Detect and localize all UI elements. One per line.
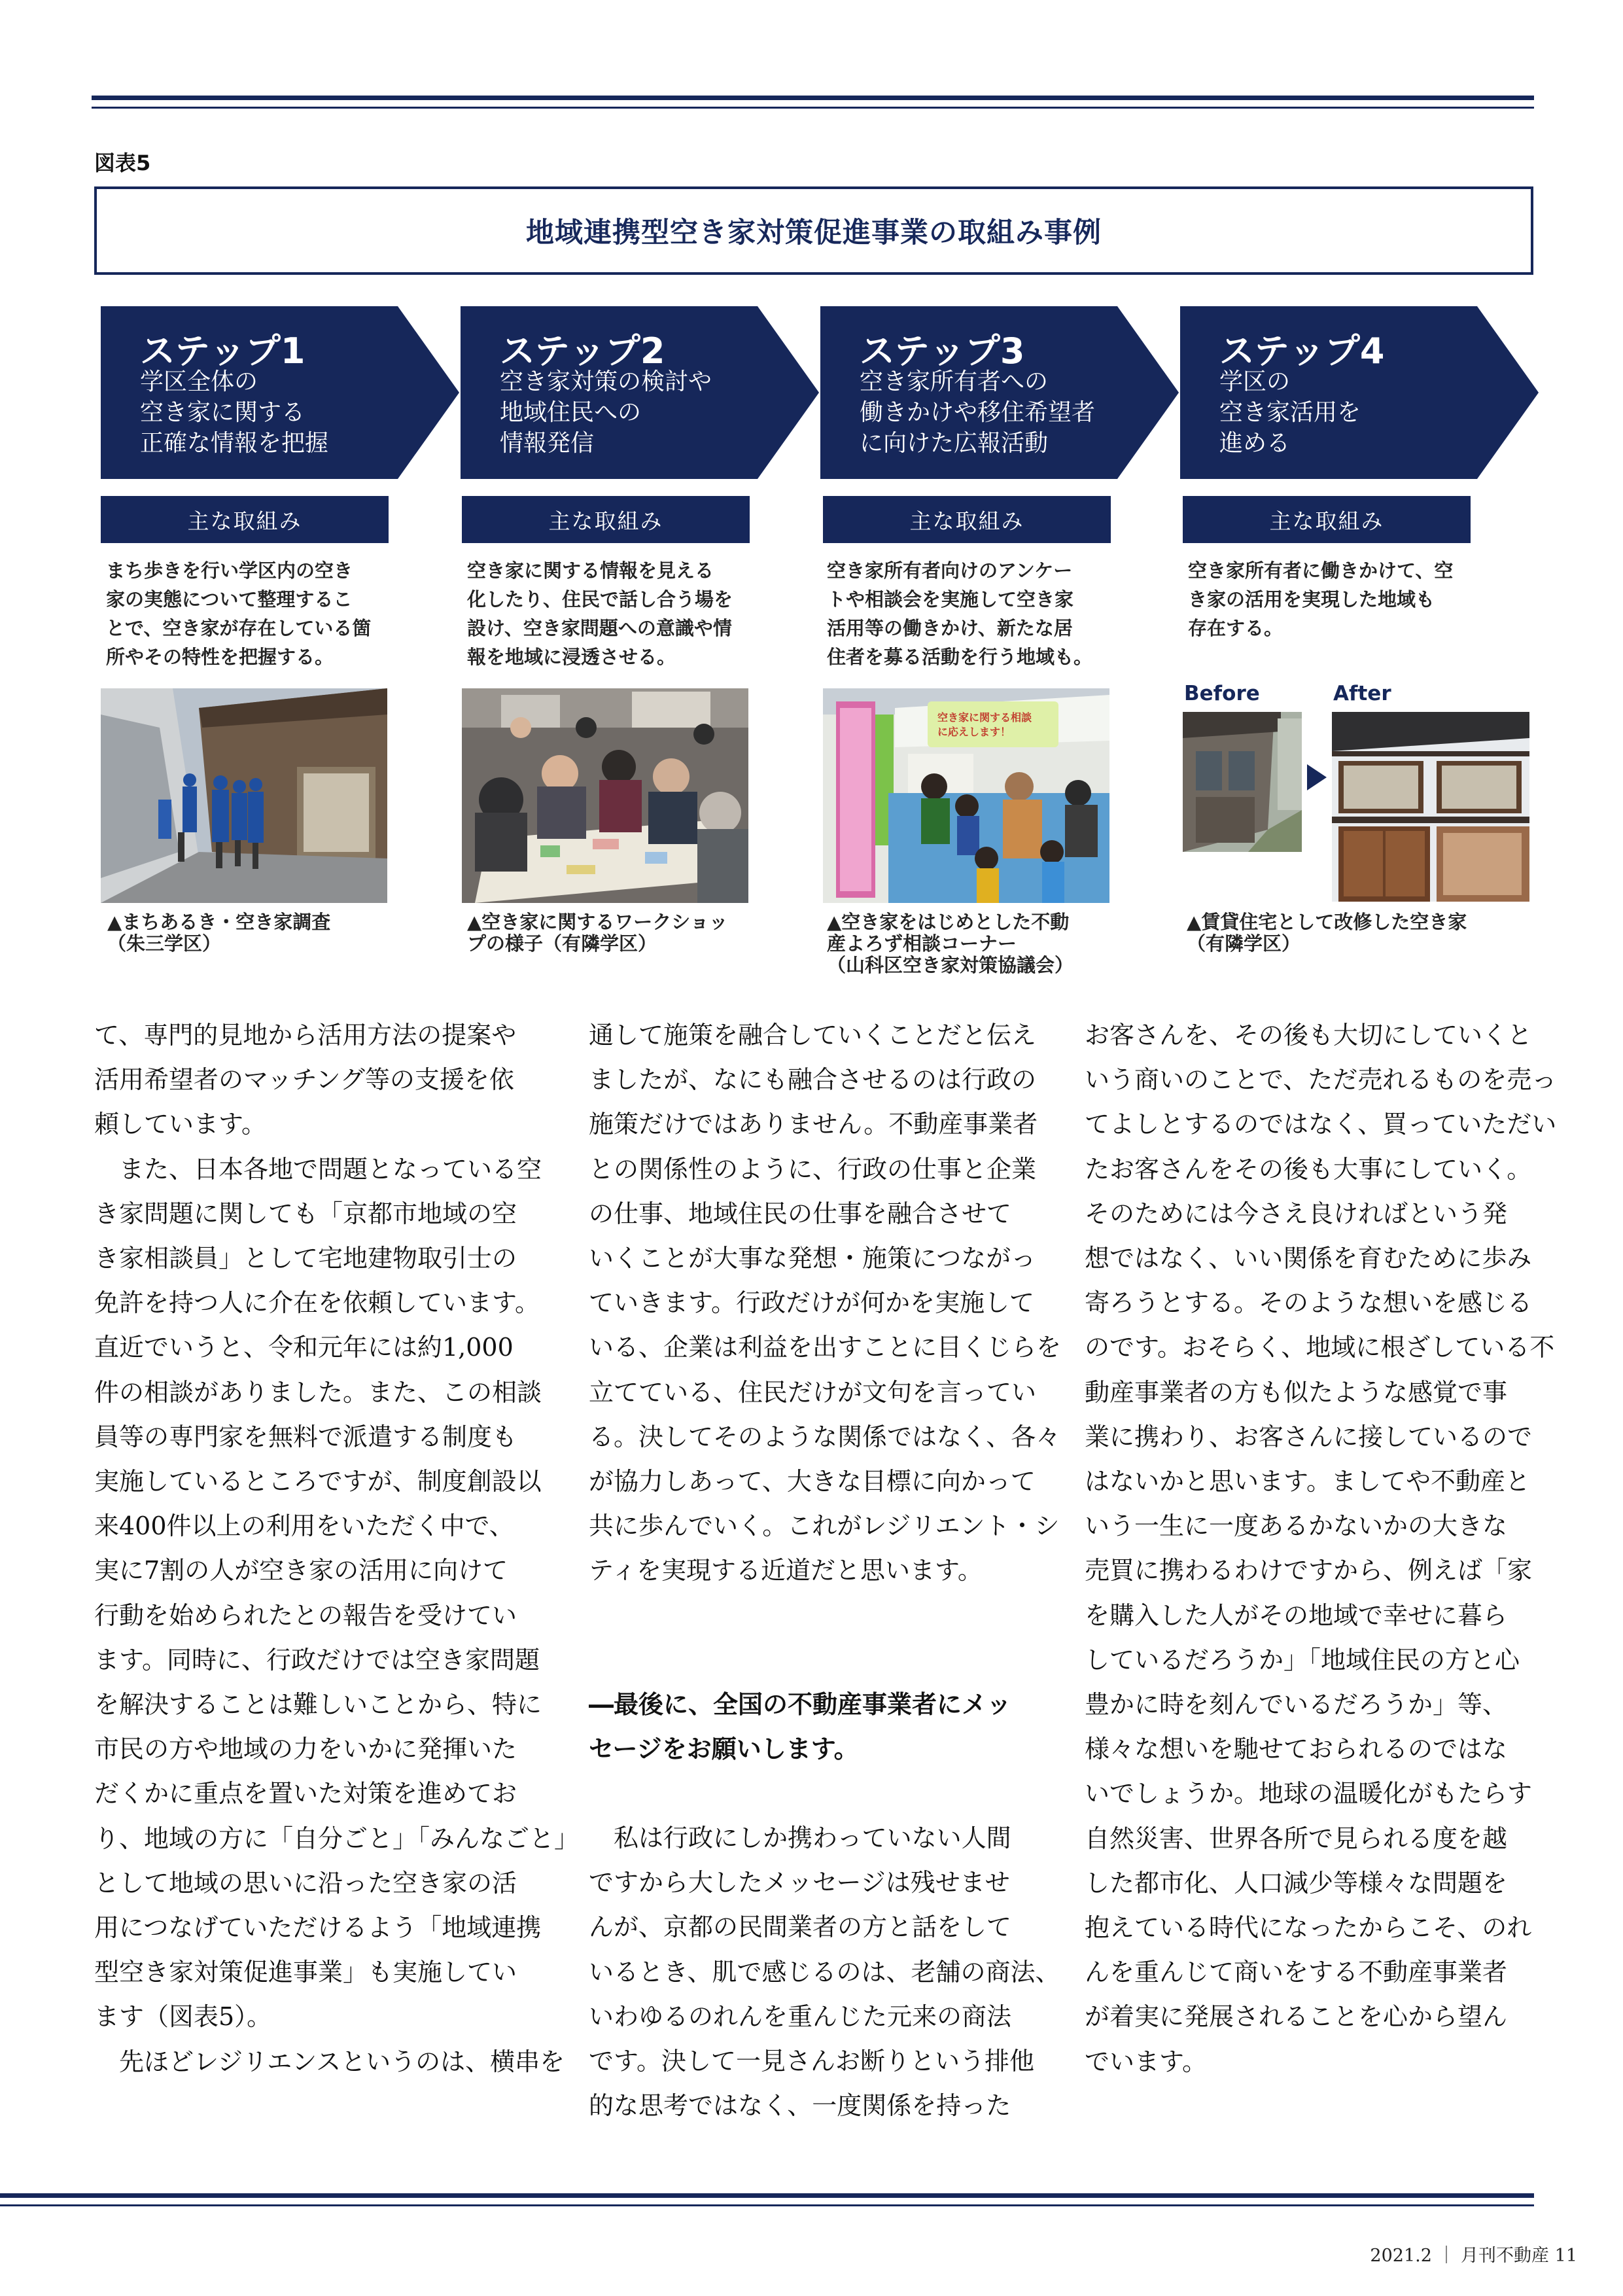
step-2-tag: 主な取組み [462, 496, 750, 543]
after-photo [1332, 712, 1529, 902]
before-photo [1183, 712, 1302, 852]
top-rule-thin [92, 107, 1534, 109]
step-1-caption: ▲まちあるき・空き家調査 （朱三学区） [107, 911, 331, 955]
step-1-title: ステップ1 [140, 330, 305, 372]
step-3-caption: ▲空き家をはじめとした不動 産よろず相談コーナー （山科区空き家対策協議会） [827, 911, 1074, 976]
consultation-booth-photo [823, 688, 1109, 903]
body-column-1: て、専門的見地から活用方法の提案や 活用希望者のマッチング等の支援を依 頼しています。 また、日本各地で問題となっている空 き家問題に関しても「京都市地域の空 き家相談員」として宅地建物取引士の 免許を持つ人に介在を依頼しています。 直近でいうと、令和元年には約1,000 件の相談がありました。また、この相談 員等の専門家を無料で派遣する制度も 実施しているところですが、制度創設以 来400件以上の利用をいただく中で、 実に7割の人が空き家の活用に向けて 行動を始められたとの報告を受けてい ます。同時に、行政だけでは空き家問題 を解決することは難しいことから、特に 市民の方や地域の力をいかに発揮いた だくかに重点を置いた対策を進めてお り、地域の方に「自分ごと」「みんなごと」 として地域の思いに沿った空き家の活 用につなげていただけるよう「地域連携 型空き家対策促進事業」も実施してい ます（図表5）。 先ほどレジリエンスというのは、横串を [94, 1021, 580, 2076]
before-label: Before [1184, 682, 1260, 705]
step-3-tag: 主な取組み [823, 496, 1111, 543]
step-4-text: 空き家所有者に働きかけて、空 き家の活用を実現した地域も 存在する。 [1188, 559, 1454, 639]
step-1-text: まち歩きを行い学区内の空き 家の実態について整理するこ とで、空き家が存在している箇 所やその特性を把握する。 [106, 559, 372, 668]
step-4-arrow [1180, 306, 1539, 479]
booth-sign-line-1: 空き家に関する相談 [937, 711, 1032, 724]
bottom-rule-thin [0, 2204, 1534, 2206]
step-2-arrow [461, 306, 819, 479]
step-1-tag: 主な取組み [101, 496, 389, 543]
step-2-title: ステップ2 [500, 330, 665, 372]
step-3-text: 空き家所有者向けのアンケー トや相談会を実施して空き家 活用等の働きかけ、新たな居 住者を募る活動を行う地域も。 [827, 559, 1093, 668]
before-after-arrow-icon [1307, 764, 1327, 793]
figure-label: 図表5 [94, 150, 151, 175]
interview-question-heading: ―最後に、全国の不動産事業者にメッ [589, 1689, 1012, 1719]
body-column-3: お客さんを、その後も大切にしていくと いう商いのことで、ただ売れるものを売っ てよしとするのではなく、買っていただい たお客さんをその後も大事にしていく。 そのためには今さえ良ければという発 想ではなく、いい関係を育むために歩み 寄ろうとする。そのような想いを感じる のです。おそらく、地域に根ざしている不 動産事業者の方も似たような感覚で事 業に携わり、お客さんに接しているので はないかと思います。ましてや不動産と いう一生に一度あるかないかの大きな 売買に携わるわけですから、例えば「家 を購入した人がその地域で幸せに暮ら しているだろうか」「地域住民の方と心 豊かに時を刻んでいるだろうか」等、 様々な想いを馳せておられるのではな いでしょうか。地球の温暖化がもたらす 自然災害、世界各所で見られる度を越 した都市化、人口減少等様々な問題を 抱えている時代になったからこそ、のれ んを重んじて商いをする不動産事業者 が着実に発展されることを心から望ん でいます。 [1085, 1021, 1557, 2076]
figure-title-box [94, 186, 1533, 275]
step-3-arrow [820, 306, 1179, 479]
workshop-photo [462, 688, 748, 903]
step-4-title: ステップ4 [1219, 330, 1385, 372]
step-2-caption: ▲空き家に関するワークショッ プの様子（有隣学区） [467, 911, 728, 955]
page-footer: 2021.2 ｜ 月刊不動産 11 [1370, 2246, 1577, 2266]
step-2-text: 空き家に関する情報を見える 化したり、住民で話し合う場を 設け、空き家問題への意識や情 報を地域に浸透させる。 [467, 559, 733, 668]
street-survey-photo [101, 688, 387, 903]
booth-sign-line-2: に応えします！ [937, 726, 1011, 738]
step-2-desc: 空き家対策の検討や 地域住民への 情報発信 [500, 368, 712, 457]
after-label: After [1333, 682, 1391, 705]
step-3-title: ステップ3 [860, 330, 1025, 372]
top-rule [92, 96, 1534, 100]
figure-title: 地域連携型空き家対策促進事業の取組み事例 [526, 217, 1102, 249]
bottom-rule [0, 2193, 1534, 2198]
step-3-desc: 空き家所有者への 働きかけや移住希望者 に向けた広報活動 [860, 368, 1096, 457]
step-1-arrow [101, 306, 459, 479]
body-column-2: 通して施策を融合していくことだと伝え ましたが、なにも融合させるのは行政の 施策だけではありません。不動産事業者 との関係性のように、行政の仕事と企業 の仕事、地域住民の仕事を融合させて いくことが大事な発想・施策につながっ ていきます。行政だけが何かを実施して いる、企業は利益を出すことに目くじらを 立てている、住民だけが文句を言ってい る。決してそのような関係ではなく、各々 が協力しあって、大きな目標に向かって 共に歩んでいく。これがレジリエント・シ ティを実現する近道だと思います。 ―最後に、全国の不動産事業者にメッ セージをお願いします。 私は行政にしか携わっていない人間 ですから大したメッセージは残せませ んが、京都の民間業者の方と話をして いるとき、肌で感じるのは、老舗の商法、 いわゆるのれんを重んじた元来の商法 です。決して一見さんお断りという排他 的な思考ではなく、一度関係を持った [589, 1021, 1062, 2121]
step-4-desc: 学区の 空き家活用を 進める [1219, 368, 1361, 457]
step-1-desc: 学区全体の 空き家に関する 正確な情報を把握 [140, 368, 329, 457]
step-4-tag: 主な取組み [1183, 496, 1471, 543]
step-4-caption: ▲賃貸住宅として改修した空き家 （有隣学区） [1187, 911, 1467, 955]
